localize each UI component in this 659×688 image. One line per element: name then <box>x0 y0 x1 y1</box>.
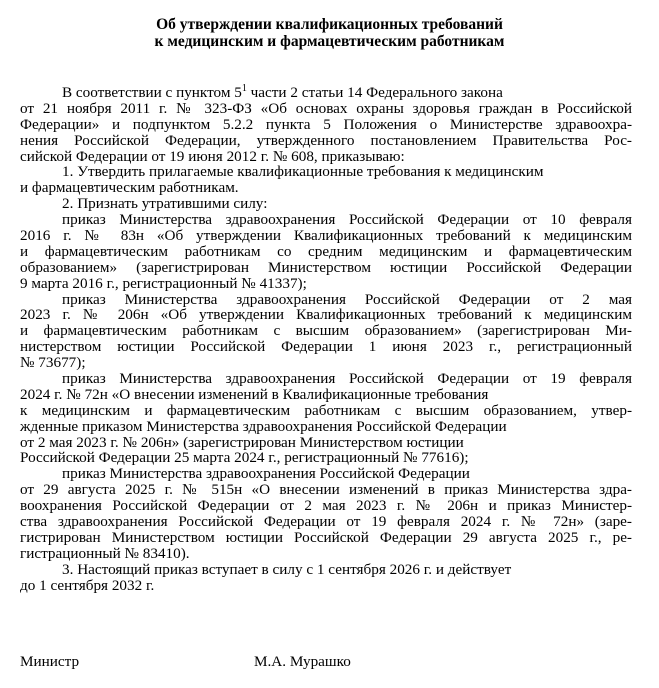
title-line: Об утверждении квалификационных требований <box>156 16 503 33</box>
item3-line: до 1 сентября 2032 г. <box>20 576 155 594</box>
order-d-line: гистрационный № 83410). <box>20 544 190 562</box>
title-line: к медицинским и фармацевтическим работникам <box>154 33 505 50</box>
order-c-line: Российской Федерации 25 марта 2024 г., регистрационный № 77616); <box>20 449 469 467</box>
order-a-line: и фармацевтическим работникам со средним медицинским и фармацевтическим <box>20 242 632 260</box>
order-b-line: приказ Министерства здравоохранения Российской Федерации от 2 мая <box>62 290 632 308</box>
preamble-text-before: В соответствии с пунктом 5 <box>62 84 242 101</box>
order-d-line: от 29 августа 2025 г. № 515н «О внесении изменений в приказ Министерства здра- <box>20 481 632 499</box>
preamble-line: сийской Федерации от 19 июня 2012 г. № 608, приказываю: <box>20 147 405 165</box>
document-title <box>0 16 659 50</box>
preamble-text-after: части 2 статьи 14 Федерального закона <box>246 84 503 101</box>
item1-line: 1. Утвердить прилагаемые квалификационные требования к медицинским <box>62 163 544 181</box>
order-c-line: приказ Министерства здравоохранения Российской Федерации от 19 февраля <box>62 370 632 388</box>
superscript: 1 <box>241 83 247 94</box>
preamble-line <box>20 85 632 101</box>
order-c-line: к медицинским и фармацевтическим работникам с высшим образованием, утвер- <box>20 401 632 419</box>
order-d-line: ства здравоохранения Российской Федерации от 19 февраля 2024 г. № 72н» (заре- <box>20 513 632 531</box>
order-d-line: гистрирован Министерством юстиции Российской Федерации 29 августа 2025 г., ре- <box>20 528 632 546</box>
order-d-line: приказ Министерства здравоохранения Российской Федерации <box>62 465 470 483</box>
item3-line: 3. Настоящий приказ вступает в силу с 1 сентября 2026 г. и действует <box>62 560 512 578</box>
signature-name: М.А. Мурашко <box>254 653 351 670</box>
preamble-line: нения Российской Федерации, утвержденного постановлением Правительства Рос- <box>20 131 632 149</box>
order-a-line: приказ Министерства здравоохранения Российской Федерации от 10 февраля <box>62 211 632 229</box>
order-c-line: жденные приказом Министерства здравоохранения Российской Федерации <box>20 417 507 435</box>
signature-position: Министр <box>20 653 80 670</box>
order-b-line: 2023 г. № 206н «Об утверждении Квалификационных требований к медицинским <box>20 306 632 324</box>
order-b-line: и фармацевтическим работникам с высшим образованием» (зарегистрирован Ми- <box>20 322 632 340</box>
document-body <box>20 85 632 594</box>
order-b-line: нистерством юстиции Российской Федерации 1 июня 2023 г., регистрационный <box>20 338 632 356</box>
item1-line: и фармацевтическим работникам. <box>20 179 239 197</box>
order-a-line: образованием» (зарегистрирован Министерством юстиции Российской Федерации <box>20 258 632 276</box>
order-c-line: 2024 г. № 72н «О внесении изменений в Квалификационные требования <box>20 385 489 403</box>
order-b-line: № 73677); <box>20 354 86 372</box>
item2-heading: 2. Признать утратившими силу: <box>62 195 268 213</box>
order-a-line: 2016 г. № 83н «Об утверждении Квалификационных требований к медицинским <box>20 227 632 245</box>
order-c-line: от 2 мая 2023 г. № 206н» (зарегистрирован Министерством юстиции <box>20 433 464 451</box>
order-a-line: 9 марта 2016 г., регистрационный № 41337); <box>20 274 307 292</box>
preamble-line: от 21 ноября 2011 г. № 323-ФЗ «Об основах охраны здоровья граждан в Российской <box>20 99 632 117</box>
preamble-line: Федерации» и подпунктом 5.2.2 пункта 5 Положения о Министерстве здравоохра- <box>20 115 632 133</box>
order-d-line: воохранения Российской Федерации от 2 мая 2023 г. № 206н и приказ Министер- <box>20 497 632 515</box>
